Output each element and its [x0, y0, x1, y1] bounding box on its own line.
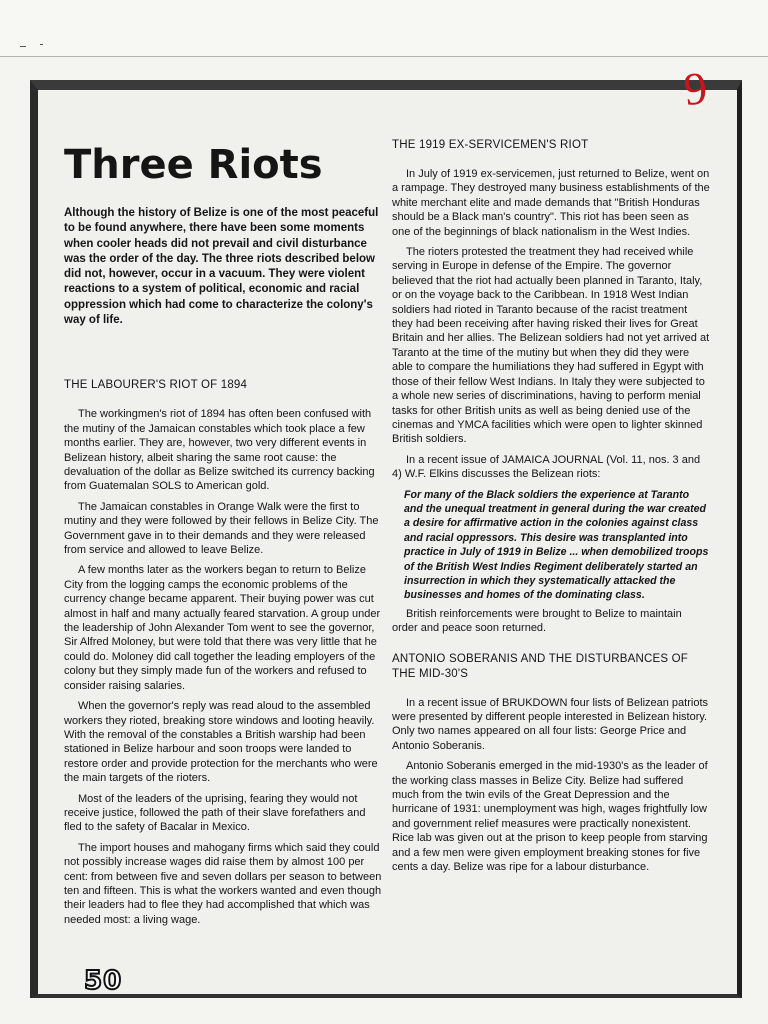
- printed-page-number: 50: [84, 966, 123, 996]
- body-paragraph: Antonio Soberanis emerged in the mid-1930's as the leader of the working class masses in Belize City. Belize had suffered much from the twin evils of the Great Depression and the hurricane of 1931: unemployment was high, wages frightfully low and government relief measures were practically nonexistent. Rice lab was given out at the prison to keep people from starving and a few men were given employment breaking stones for five cents a day. Belize was ripe for a labour disturbance.: [392, 760, 708, 874]
- body-paragraph: The Jamaican constables in Orange Walk were the first to mutiny and they were followed by their fellows in Belize City. The Government gave in to their demands and they were released from service and allowed to leave Belize.: [64, 500, 379, 557]
- section-heading-soberanis: ANTONIO SOBERANIS AND THE DISTURBANCES OF THE MID-30'S: [392, 652, 688, 680]
- article-title: Three Riots: [64, 142, 323, 188]
- right-column: [392, 138, 710, 880]
- body-paragraph: When the governor's reply was read aloud to the assembled workers they rioted, breaking store windows and looting heavily. With the removal of the constables a British warship had been stationed in Belize harbour and soon troops were landed to restore order and provide protection for the merchants who were the main targets of the rioters.: [64, 700, 378, 785]
- section-heading-labourers-riot: THE LABOURER'S RIOT OF 1894: [64, 379, 248, 392]
- body-paragraph: In July of 1919 ex-servicemen, just returned to Belize, went on a rampage. They destroyed many business establishments of the white merchant elite and made demands that "British Honduras should be a Black man's country". This riot has been seen as one of the beginnings of black nationalism in the West Indies.: [392, 168, 710, 238]
- body-paragraph: The rioters protested the treatment they had received while serving in Europe in defense of the Empire. The governor believed that the riot had actually been planned in Taranto, Italy, or on the voyage back to the Caribbean. In 1918 West Indian soldiers had rioted in Taranto because of the racist treatment they had been receiving after having risked their lives for Great Britain and her allies. The Belizean soldiers had not yet arrived at Taranto at the time of the mutiny but when they did they were able to compare the humiliations they had suffered in Egypt with those of their fellow West Indians. In Italy they were subjected to a whole new series of discriminations, having to perform menial tasks for other British units as well as being denied use of the cinemas and YMCA facilities which were open to lighter skinned British soldiers.: [392, 246, 710, 446]
- handwritten-page-number: 9: [681, 61, 710, 116]
- block-quote: For many of the Black soldiers the experience at Taranto and the unequal treatment in general during the war created a desire for affirmative action in the colonies against class and racial oppressors. This desire was transplanted into practice in July of 1919 in Belize ... when demobilized troops of the British West Indies Regiment deliberately started an insurrection in which they systematically attacked the businesses and homes of the dominating class.: [404, 488, 709, 602]
- body-paragraph: A few months later as the workers began to return to Belize City from the logging camps the economic problems of the currency change became apparent. Their buying power was cut almost in half and many actually feared starvation. A group under the leadership of John Alexander Tom went to see the governor, Sir Alfred Moloney, but were told that there was very little that he could do. Moloney did call together the leading employers of the colony but they simply made fun of the workers and refused to consider raising salaries.: [64, 564, 381, 692]
- body-paragraph: Most of the leaders of the uprising, fearing they would not receive justice, followed the path of their slave forefathers and fled to the safety of Bacalar in Mexico.: [64, 792, 366, 834]
- body-paragraph: In a recent issue of BRUKDOWN four lists of Belizean patriots were presented by different people interested in Belizean history. Only two names appeared on all four lists: George Price and Antonio Soberanis.: [392, 696, 709, 752]
- article-lede: Although the history of Belize is one of the most peaceful to be found anywhere, there have been some moments when cooler heads did not prevail and civil disturbance was the order of the day. The three riots described below did not, however, occur in a vacuum. They were violent reactions to a system of political, economic and racial oppression which had come to characterize the colony's way of life.: [64, 207, 379, 327]
- body-paragraph: The import houses and mahogany firms which said they could not possibly increase wages did raise them by almost 100 per cent: from between five and seven dollars per season to between ten and fifteen. This is what the workers wanted and even though their leaders had to flee they had accomplished that which was needed most: a living wage.: [64, 841, 382, 926]
- body-paragraph: The workingmen's riot of 1894 has often been confused with the mutiny of the Jamaican constables which took place a few months earlier. They are, however, two very different events in Belizean history, albeit sharing the same root cause: the devaluation of the dollar as Belize switched its currency backing from Guatemalan SOLS to American gold.: [64, 408, 375, 493]
- body-paragraph: British reinforcements were brought to Belize to maintain order and peace soon returned.: [392, 607, 682, 635]
- scan-speck: [20, 46, 26, 47]
- section-spacer: [392, 642, 710, 652]
- body-paragraph: In a recent issue of JAMAICA JOURNAL (Vol. 11, nos. 3 and 4) W.F. Elkins discusses the Belizean riots:: [392, 453, 701, 481]
- scan-top-margin: [0, 0, 768, 57]
- section-heading-ex-servicemen-riot: THE 1919 EX-SERVICEMEN'S RIOT: [392, 139, 589, 151]
- left-column: [64, 142, 382, 933]
- scan-speck: [40, 44, 43, 45]
